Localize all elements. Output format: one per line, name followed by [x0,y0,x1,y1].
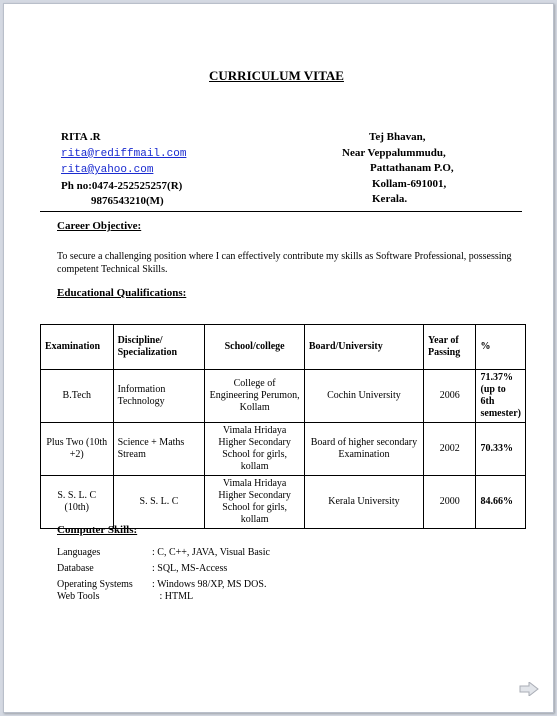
objective-heading: Career Objective: [57,220,142,232]
address-line: Kollam-691001, [372,177,447,190]
school-cell: Vimala Hridaya Higher Secondary School for girls, kollam [205,423,304,476]
skill-value: : SQL, MS-Access [152,563,228,574]
address-line: Near Veppalummudu, [342,146,446,159]
column-header: % [476,325,526,370]
board-cell: Kerala University [304,476,423,529]
address-line: Pattathanam P.O, [370,162,454,174]
arrow-right-icon [519,682,539,696]
address-line: Tej Bhavan, [369,131,426,143]
skill-value: : HTML [152,591,194,602]
school-cell: Vimala Hridaya Higher Secondary School for girls, kollam [205,476,304,529]
address-block [334,130,454,208]
school-cell: College of Engineering Perumon, Kollam [205,370,304,423]
skills-heading: Computer Skills: [57,524,138,536]
discipline-cell: S. S. L. C [113,476,205,529]
email-link-1[interactable]: rita@rediffmail.com [61,147,187,160]
divider [40,211,522,212]
contact-block [61,130,186,210]
column-header: Board/University [304,325,423,370]
exam-cell: B.Tech [41,370,114,423]
arrow-right-icon[interactable] [519,682,539,696]
year-cell: 2002 [424,423,476,476]
objective-text: To secure a challenging position where I can effectively contribute my skills as Software Professional, possessing competent Technical Skills. [57,251,512,275]
board-cell: Board of higher secondary Examination [304,423,423,476]
skill-value: : Windows 98/XP, MS DOS. [152,579,267,590]
skills-list [57,547,270,603]
year-cell: 2006 [424,370,476,423]
skill-label: Database [57,563,94,574]
discipline-cell: Science + Maths Stream [113,423,205,476]
document-page [3,3,554,713]
table-row [41,476,526,529]
phone-mobile: 9876543210(M) [91,195,164,207]
exam-cell: S. S. L. C (10th) [41,476,114,529]
table-row [41,423,526,476]
discipline-cell: Information Technology [113,370,205,423]
column-header: Examination [41,325,114,370]
skill-label: Web Tools [57,591,100,602]
phone-residence: Ph no:0474-252525257(R) [61,179,183,192]
list-item [57,547,270,559]
year-cell: 2000 [424,476,476,529]
exam-cell: Plus Two (10th +2) [41,423,114,476]
education-heading: Educational Qualifications: [57,287,187,299]
skill-label: Languages [57,547,101,558]
table-row [41,370,526,423]
column-header: Year of Passing [424,325,476,370]
column-header: Discipline/ Specialization [113,325,205,370]
candidate-name: RITA .R [61,131,101,143]
column-header: School/college [205,325,304,370]
page-title: CURRICULUM VITAE [209,68,344,83]
table-header-row [41,325,526,370]
education-table [40,324,526,529]
list-item [57,563,270,575]
percent-cell: 71.37%(up to 6th semester) [476,370,526,423]
skill-label: Operating Systems [57,579,133,590]
list-item [57,591,270,603]
address-line: Kerala. [372,193,408,205]
list-item [57,579,270,591]
email-link-2[interactable]: rita@yahoo.com [61,164,154,176]
board-cell: Cochin University [304,370,423,423]
percent-cell: 84.66% [476,476,526,529]
skill-value: : C, C++, JAVA, Visual Basic [152,547,270,558]
percent-cell: 70.33% [476,423,526,476]
